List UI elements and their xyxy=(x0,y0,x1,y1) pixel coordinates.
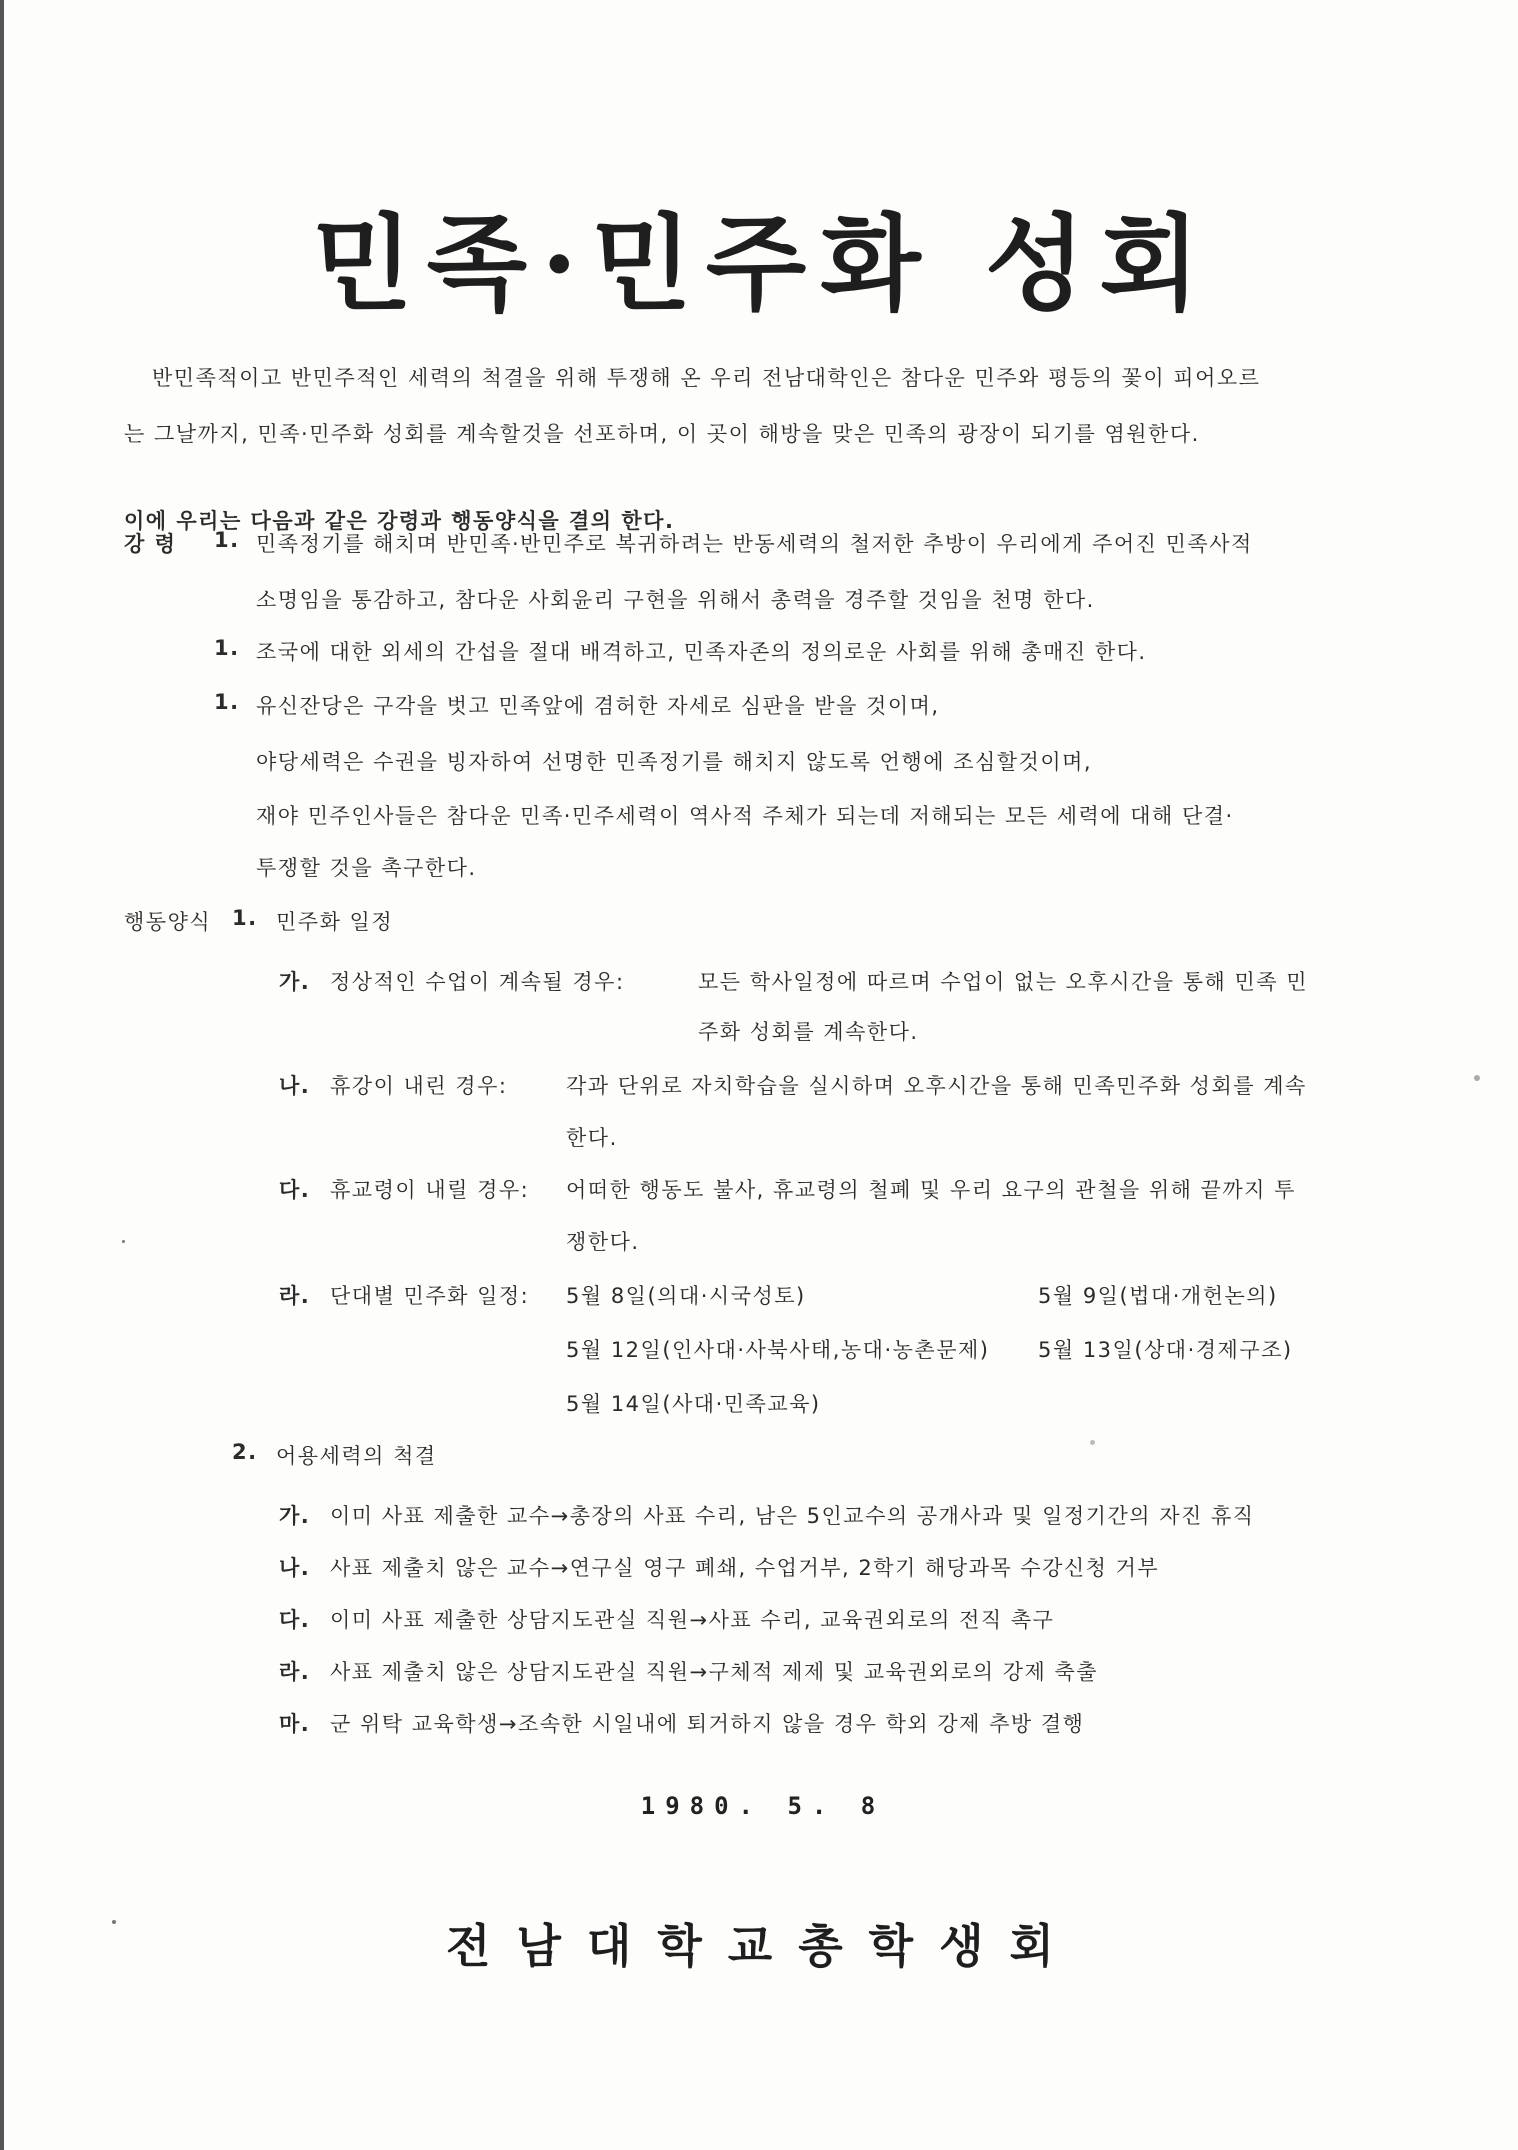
schedule-ra-entry-3: 5월 12일(인사대·사북사태,농대·농촌문제) xyxy=(566,1338,990,1362)
gangryeong-item-2-num: 1. xyxy=(214,636,240,660)
intro-line-1: 반민족적이고 반민주적인 세력의 척결을 위해 투쟁해 온 우리 전남대학인은 참다운 민주와 평등의 꽃이 피어오르 xyxy=(152,366,1261,390)
schedule-ra-entry-2: 5월 9일(법대·개헌논의) xyxy=(1038,1284,1278,1308)
schedule-ra-entry-5: 5월 14일(사대·민족교육) xyxy=(566,1392,821,1416)
schedule-na-head: 휴강이 내린 경우: xyxy=(330,1074,508,1098)
intro-line-2: 는 그날까지, 민족·민주화 성회를 계속할것을 선포하며, 이 곳이 해방을 맞은 민족의 광장이 되기를 염원한다. xyxy=(124,422,1200,446)
gangryeong-item-3-line-2: 야당세력은 수권을 빙자하여 선명한 민족정기를 해치지 않도록 언행에 조심할것이며, xyxy=(256,750,1093,774)
purge-item-ra-label: 라. xyxy=(279,1660,311,1684)
purge-item-da-text: 이미 사표 제출한 상담지도관실 직원→사표 수리, 교육권외로의 전직 촉구 xyxy=(330,1608,1055,1632)
schedule-ra-entry-1: 5월 8일(의대·시국성토) xyxy=(566,1284,806,1308)
gangryeong-item-1-line-1: 민족정기를 해치며 반민족·반민주로 복귀하려는 반동세력의 철저한 추방이 우리에게 주어진 민족사적 xyxy=(256,532,1253,556)
purge-item-da-label: 다. xyxy=(279,1608,311,1632)
schedule-ga-label: 가. xyxy=(279,970,311,994)
purge-item-na-text: 사표 제출치 않은 교수→연구실 영구 폐쇄, 수업거부, 2학기 해당과목 수강신청 거부 xyxy=(330,1556,1160,1580)
scan-speck xyxy=(1474,1075,1480,1081)
intro-line-3: 이에 우리는 다음과 같은 강령과 행동양식을 결의 한다. xyxy=(124,509,675,533)
document-title: 민족·민주화 성회 xyxy=(312,202,1214,325)
purge-item-ga-text: 이미 사표 제출한 교수→총장의 사표 수리, 남은 5인교수의 공개사과 및 일정기간의 자진 휴직 xyxy=(330,1504,1255,1528)
purge-item-na-label: 나. xyxy=(279,1556,311,1580)
schedule-ra-label: 라. xyxy=(279,1284,311,1308)
gangryeong-item-1-line-2: 소명임을 통감하고, 참다운 사회윤리 구현을 위해서 총력을 경주할 것임을 천명 한다. xyxy=(256,588,1095,612)
purge-item-ra-text: 사표 제출치 않은 상담지도관실 직원→구체적 제제 및 교육권외로의 강제 축출 xyxy=(330,1660,1099,1684)
gangryeong-item-1-num: 1. xyxy=(214,528,240,552)
gangryeong-item-3-num: 1. xyxy=(214,690,240,714)
purge-item-ma-label: 마. xyxy=(279,1712,311,1736)
schedule-da-label: 다. xyxy=(279,1178,311,1202)
schedule-na-text-1: 각과 단위로 자치학습을 실시하며 오후시간을 통해 민족민주화 성회를 계속 xyxy=(566,1074,1307,1098)
action-section-2-title: 어용세력의 척결 xyxy=(276,1444,437,1468)
purge-item-ga-label: 가. xyxy=(279,1504,311,1528)
gangryeong-label: 강 령 xyxy=(124,532,177,556)
gangryeong-item-2-line-1: 조국에 대한 외세의 간섭을 절대 배격하고, 민족자존의 정의로운 사회를 위해 총매진 한다. xyxy=(256,640,1147,664)
schedule-ra-head: 단대별 민주화 일정: xyxy=(330,1284,530,1308)
scan-speck xyxy=(1090,1440,1095,1445)
gangryeong-item-3-line-4: 투쟁할 것을 촉구한다. xyxy=(256,856,477,880)
schedule-da-text-1: 어떠한 행동도 불사, 휴교령의 철폐 및 우리 요구의 관철을 위해 끝까지 투 xyxy=(566,1178,1296,1202)
action-section-1-num: 1. xyxy=(232,906,258,930)
issuing-organization: 전남대학교총학생회 xyxy=(446,1919,1080,1973)
gangryeong-item-3-line-3: 재야 민주인사들은 참다운 민족·민주세력이 역사적 주체가 되는데 저해되는 모든 세력에 대해 단결· xyxy=(256,804,1234,828)
schedule-na-label: 나. xyxy=(279,1074,311,1098)
issue-date: 1980. 5. 8 xyxy=(640,1792,886,1820)
action-label: 행동양식 xyxy=(124,910,212,934)
schedule-da-head: 휴교령이 내릴 경우: xyxy=(330,1178,530,1202)
gangryeong-item-3-line-1: 유신잔당은 구각을 벗고 민족앞에 겸허한 자세로 심판을 받을 것이며, xyxy=(256,694,940,718)
schedule-ra-entry-4: 5월 13일(상대·경제구조) xyxy=(1038,1338,1293,1362)
schedule-na-text-2: 한다. xyxy=(566,1126,618,1150)
scan-speck xyxy=(112,1920,116,1924)
action-section-1-title: 민주화 일정 xyxy=(276,910,394,934)
action-section-2-num: 2. xyxy=(232,1440,258,1464)
purge-item-ma-text: 군 위탁 교육학생→조속한 시일내에 퇴거하지 않을 경우 학외 강제 추방 결행 xyxy=(330,1712,1085,1736)
schedule-ga-text-2: 주화 성회를 계속한다. xyxy=(698,1020,919,1044)
scan-speck xyxy=(122,1240,125,1243)
schedule-da-text-2: 쟁한다. xyxy=(566,1230,640,1254)
schedule-ga-text-1: 모든 학사일정에 따르며 수업이 없는 오후시간을 통해 민족 민 xyxy=(698,970,1309,994)
schedule-ga-head: 정상적인 수업이 계속될 경우: xyxy=(330,970,625,994)
